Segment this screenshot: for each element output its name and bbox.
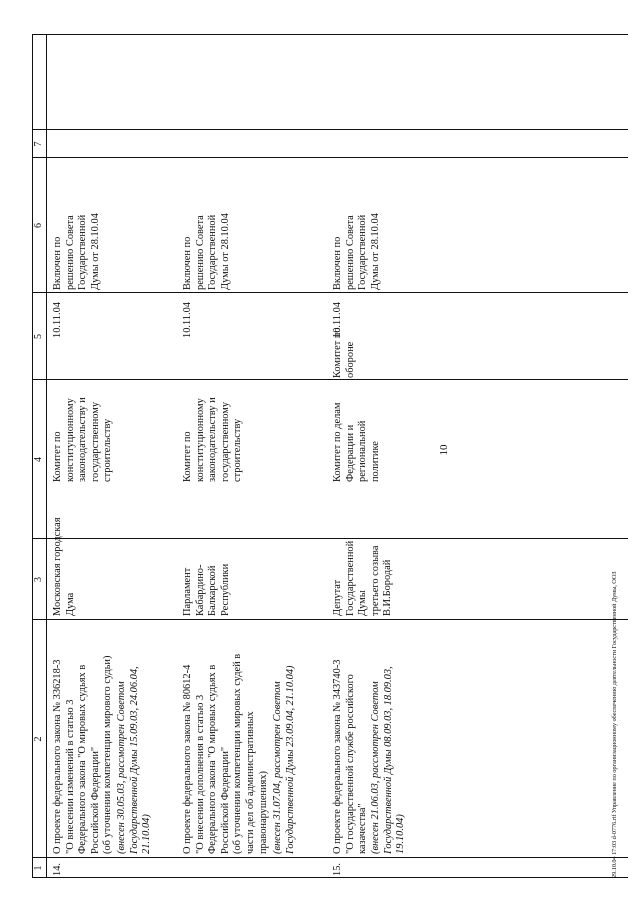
row-14-number: 14.: [52, 863, 63, 876]
table-right-border: [32, 34, 628, 35]
row-15-date: 10.11.04: [332, 302, 343, 338]
page-number: 10: [438, 444, 450, 456]
table-left-border: [32, 877, 628, 878]
agenda-table: [32, 35, 628, 878]
col-header-7: 7: [33, 141, 44, 147]
row-14b-note: (внесен 31.07.04, рассмотрен Советом Государственной Думы 23.09.04, 21.10.04): [272, 665, 296, 854]
row-15-committee: Комитет по делам Федерации и региональной политике: [332, 402, 381, 482]
col-header-4: 4: [33, 457, 44, 462]
page-footer: 29.10.04 17:03 d-0776.rtf Управление по организационному обеспечению деятельности Государственной Думы, ООЗ: [611, 571, 618, 878]
col-header-2: 2: [33, 736, 44, 742]
col-divider-6: [32, 157, 628, 158]
row-14b-author: Парламент Кабардино- Балкарской Республики: [182, 563, 231, 616]
row-14-date: 10.11.04: [52, 302, 63, 338]
col-header-3: 3: [33, 577, 44, 582]
col-header-6: 6: [33, 223, 44, 228]
row-14-author: Московская городская Дума: [52, 517, 76, 616]
col-header-1: 1: [33, 865, 44, 871]
row-14b-date: 10.11.04: [182, 302, 193, 338]
col-divider-2: [32, 619, 628, 620]
row-15-title: О проекте федерального закона № 343740-3 "О государственной службе российского казачества": [332, 659, 369, 854]
row-14-committee: Комитет по конституционному законодательству и государственному строительству: [52, 397, 114, 482]
col-divider-1: [32, 857, 628, 858]
row-15-author: Депутат Государственной Думы третьего созыва В.И.Бородай: [332, 540, 394, 616]
row-14b-committee: Комитет по конституционному законодательству и государственному строительству: [182, 397, 244, 482]
row-15-col5: Комитет по обороне: [332, 327, 356, 378]
col-divider-7: [32, 129, 628, 130]
row-15-note: (внесен 21.06.03, рассмотрен Советом Государственной Думы 08.09.03, 18.09.03, 19.10.04): [370, 666, 407, 854]
col-header-5: 5: [33, 334, 44, 339]
row-15-decision: Включен по решению Совета Государственной Думы от 28.10.04: [332, 213, 381, 290]
col-divider-3: [32, 538, 628, 539]
row-15-number: 15.: [332, 863, 343, 876]
col-divider-5: [32, 292, 628, 293]
col-divider-4: [32, 379, 628, 380]
header-bottom-border: [46, 35, 47, 878]
row-14-decision: Включен по решению Совета Государственной Думы от 28.10.04: [52, 213, 101, 290]
row-14-note: (внесен 30.05.03, рассмотрен Советом Государственной Думы 15.09.03, 24.06.04, 21.10.04): [116, 666, 153, 854]
row-14-title: О проекте федерального закона № 336218-3 "О внесении изменений в статью 3 Федерального закона "О мировых судьях в Российской Федерации" (об уточнении компетенции мирового судьи): [52, 655, 114, 854]
row-14b-title: О проекте федерального закона № 80612-4 "О внесении дополнения в статью 3 Федерального закона "О мировых судьях в Российской Федерации" (об уточнении компетенции мировых судей в части дел об административных правонарушениях): [182, 653, 269, 854]
row-14b-decision: Включен по решению Совета Государственной Думы от 28.10.04: [182, 213, 231, 290]
